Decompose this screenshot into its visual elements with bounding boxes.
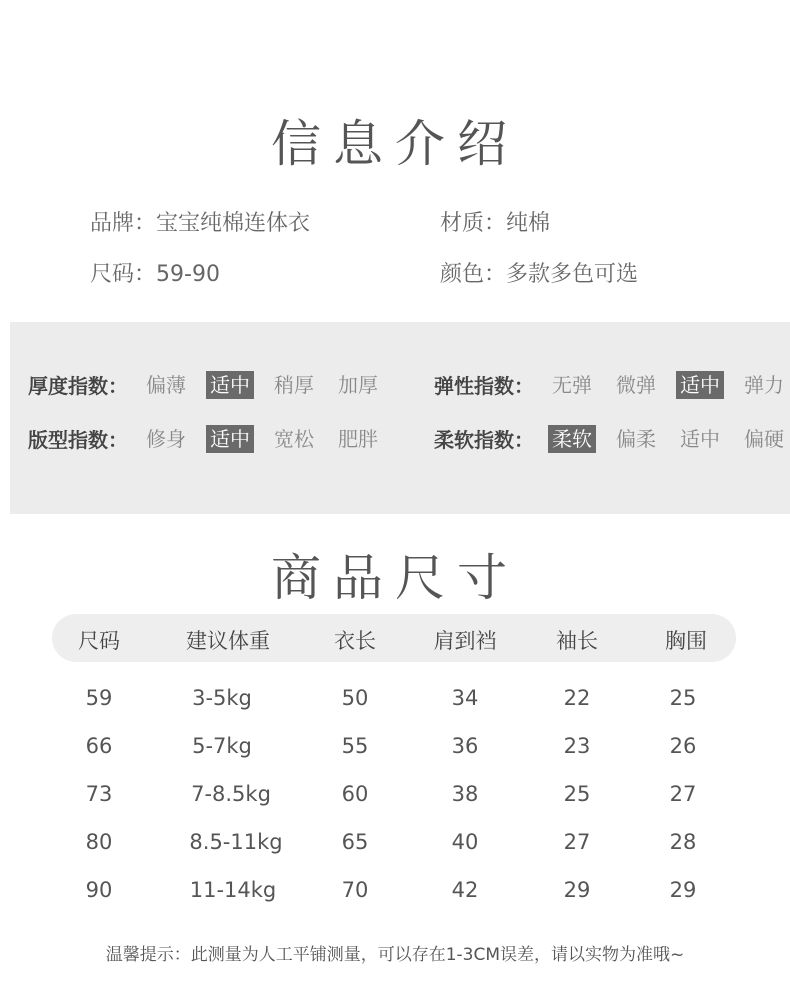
table-cell: 73 [85, 782, 113, 806]
fit-option: 宽松 [274, 426, 314, 451]
elasticity-index-label: 弹性指数： [434, 374, 534, 398]
softness-option: 偏柔 [616, 426, 656, 451]
thickness-index-label: 厚度指数： [28, 374, 128, 398]
material-info [440, 206, 550, 237]
material-key: 材质： [440, 211, 507, 236]
table-cell: 60 [341, 782, 369, 806]
header-length: 衣长 [334, 629, 376, 653]
header-chest: 胸围 [665, 629, 707, 653]
header-size: 尺码 [78, 629, 120, 653]
fit-index-label: 版型指数： [28, 428, 128, 452]
table-cell: 29 [563, 878, 591, 902]
table-cell: 22 [563, 686, 591, 710]
table-cell: 65 [341, 830, 369, 854]
table-cell: 23 [563, 734, 591, 758]
header-sleeve: 袖长 [556, 629, 598, 653]
info-section-title: 信息介绍 [271, 115, 519, 173]
size-key: 尺码： [90, 262, 157, 287]
table-cell: 25 [563, 782, 591, 806]
softness-index [434, 424, 790, 453]
elasticity-option: 无弹 [552, 372, 592, 397]
table-cell: 50 [341, 686, 369, 710]
softness-index-label: 柔软指数： [434, 428, 534, 452]
size-section-title: 商品尺寸 [271, 549, 519, 607]
softness-option: 适中 [680, 426, 720, 451]
measurement-note: 温馨提示：此测量为人工平铺测量，可以存在1-3CM误差，请以实物为准哦~ [105, 945, 685, 965]
table-cell: 29 [669, 878, 697, 902]
table-cell: 80 [85, 830, 113, 854]
table-cell: 3-5kg [192, 686, 252, 710]
header-weight: 建议体重 [186, 629, 270, 653]
size-value: 59-90 [156, 262, 220, 287]
elasticity-index [434, 370, 790, 399]
thickness-option: 偏薄 [146, 372, 186, 397]
table-cell: 26 [669, 734, 697, 758]
table-cell: 25 [669, 686, 697, 710]
fit-option: 肥胖 [338, 426, 378, 451]
table-cell: 27 [563, 830, 591, 854]
fit-index [28, 424, 398, 453]
fit-option: 适中 [206, 425, 254, 453]
color-info [440, 257, 638, 288]
size-table-header [52, 614, 736, 662]
fit-option: 修身 [146, 426, 186, 451]
table-cell: 8.5-11kg [189, 830, 283, 854]
color-value: 多款多色可选 [506, 262, 639, 287]
brand-info [90, 206, 310, 237]
thickness-option: 适中 [206, 371, 254, 399]
softness-option: 偏硬 [744, 426, 784, 451]
header-shoulder-crotch: 肩到裆 [433, 629, 497, 653]
table-cell: 38 [451, 782, 479, 806]
brand-key: 品牌： [90, 211, 157, 236]
table-cell: 5-7kg [192, 734, 252, 758]
table-cell: 34 [451, 686, 479, 710]
elasticity-option: 弹力 [744, 372, 784, 397]
softness-option: 柔软 [548, 425, 596, 453]
elasticity-option: 微弹 [616, 372, 656, 397]
table-cell: 90 [85, 878, 113, 902]
size-info [90, 257, 220, 288]
brand-value: 宝宝纯棉连体衣 [156, 211, 311, 236]
table-cell: 28 [669, 830, 697, 854]
thickness-option: 加厚 [338, 372, 378, 397]
index-panel [10, 322, 790, 514]
elasticity-option: 适中 [676, 371, 724, 399]
table-cell: 59 [85, 686, 113, 710]
table-cell: 27 [669, 782, 697, 806]
table-cell: 66 [85, 734, 113, 758]
table-cell: 40 [451, 830, 479, 854]
table-cell: 42 [451, 878, 479, 902]
table-cell: 55 [341, 734, 369, 758]
table-cell: 11-14kg [189, 878, 277, 902]
thickness-option: 稍厚 [274, 372, 314, 397]
color-key: 颜色： [440, 262, 507, 287]
material-value: 纯棉 [506, 211, 551, 236]
table-cell: 7-8.5kg [191, 782, 271, 806]
table-cell: 70 [341, 878, 369, 902]
table-cell: 36 [451, 734, 479, 758]
thickness-index [28, 370, 398, 399]
